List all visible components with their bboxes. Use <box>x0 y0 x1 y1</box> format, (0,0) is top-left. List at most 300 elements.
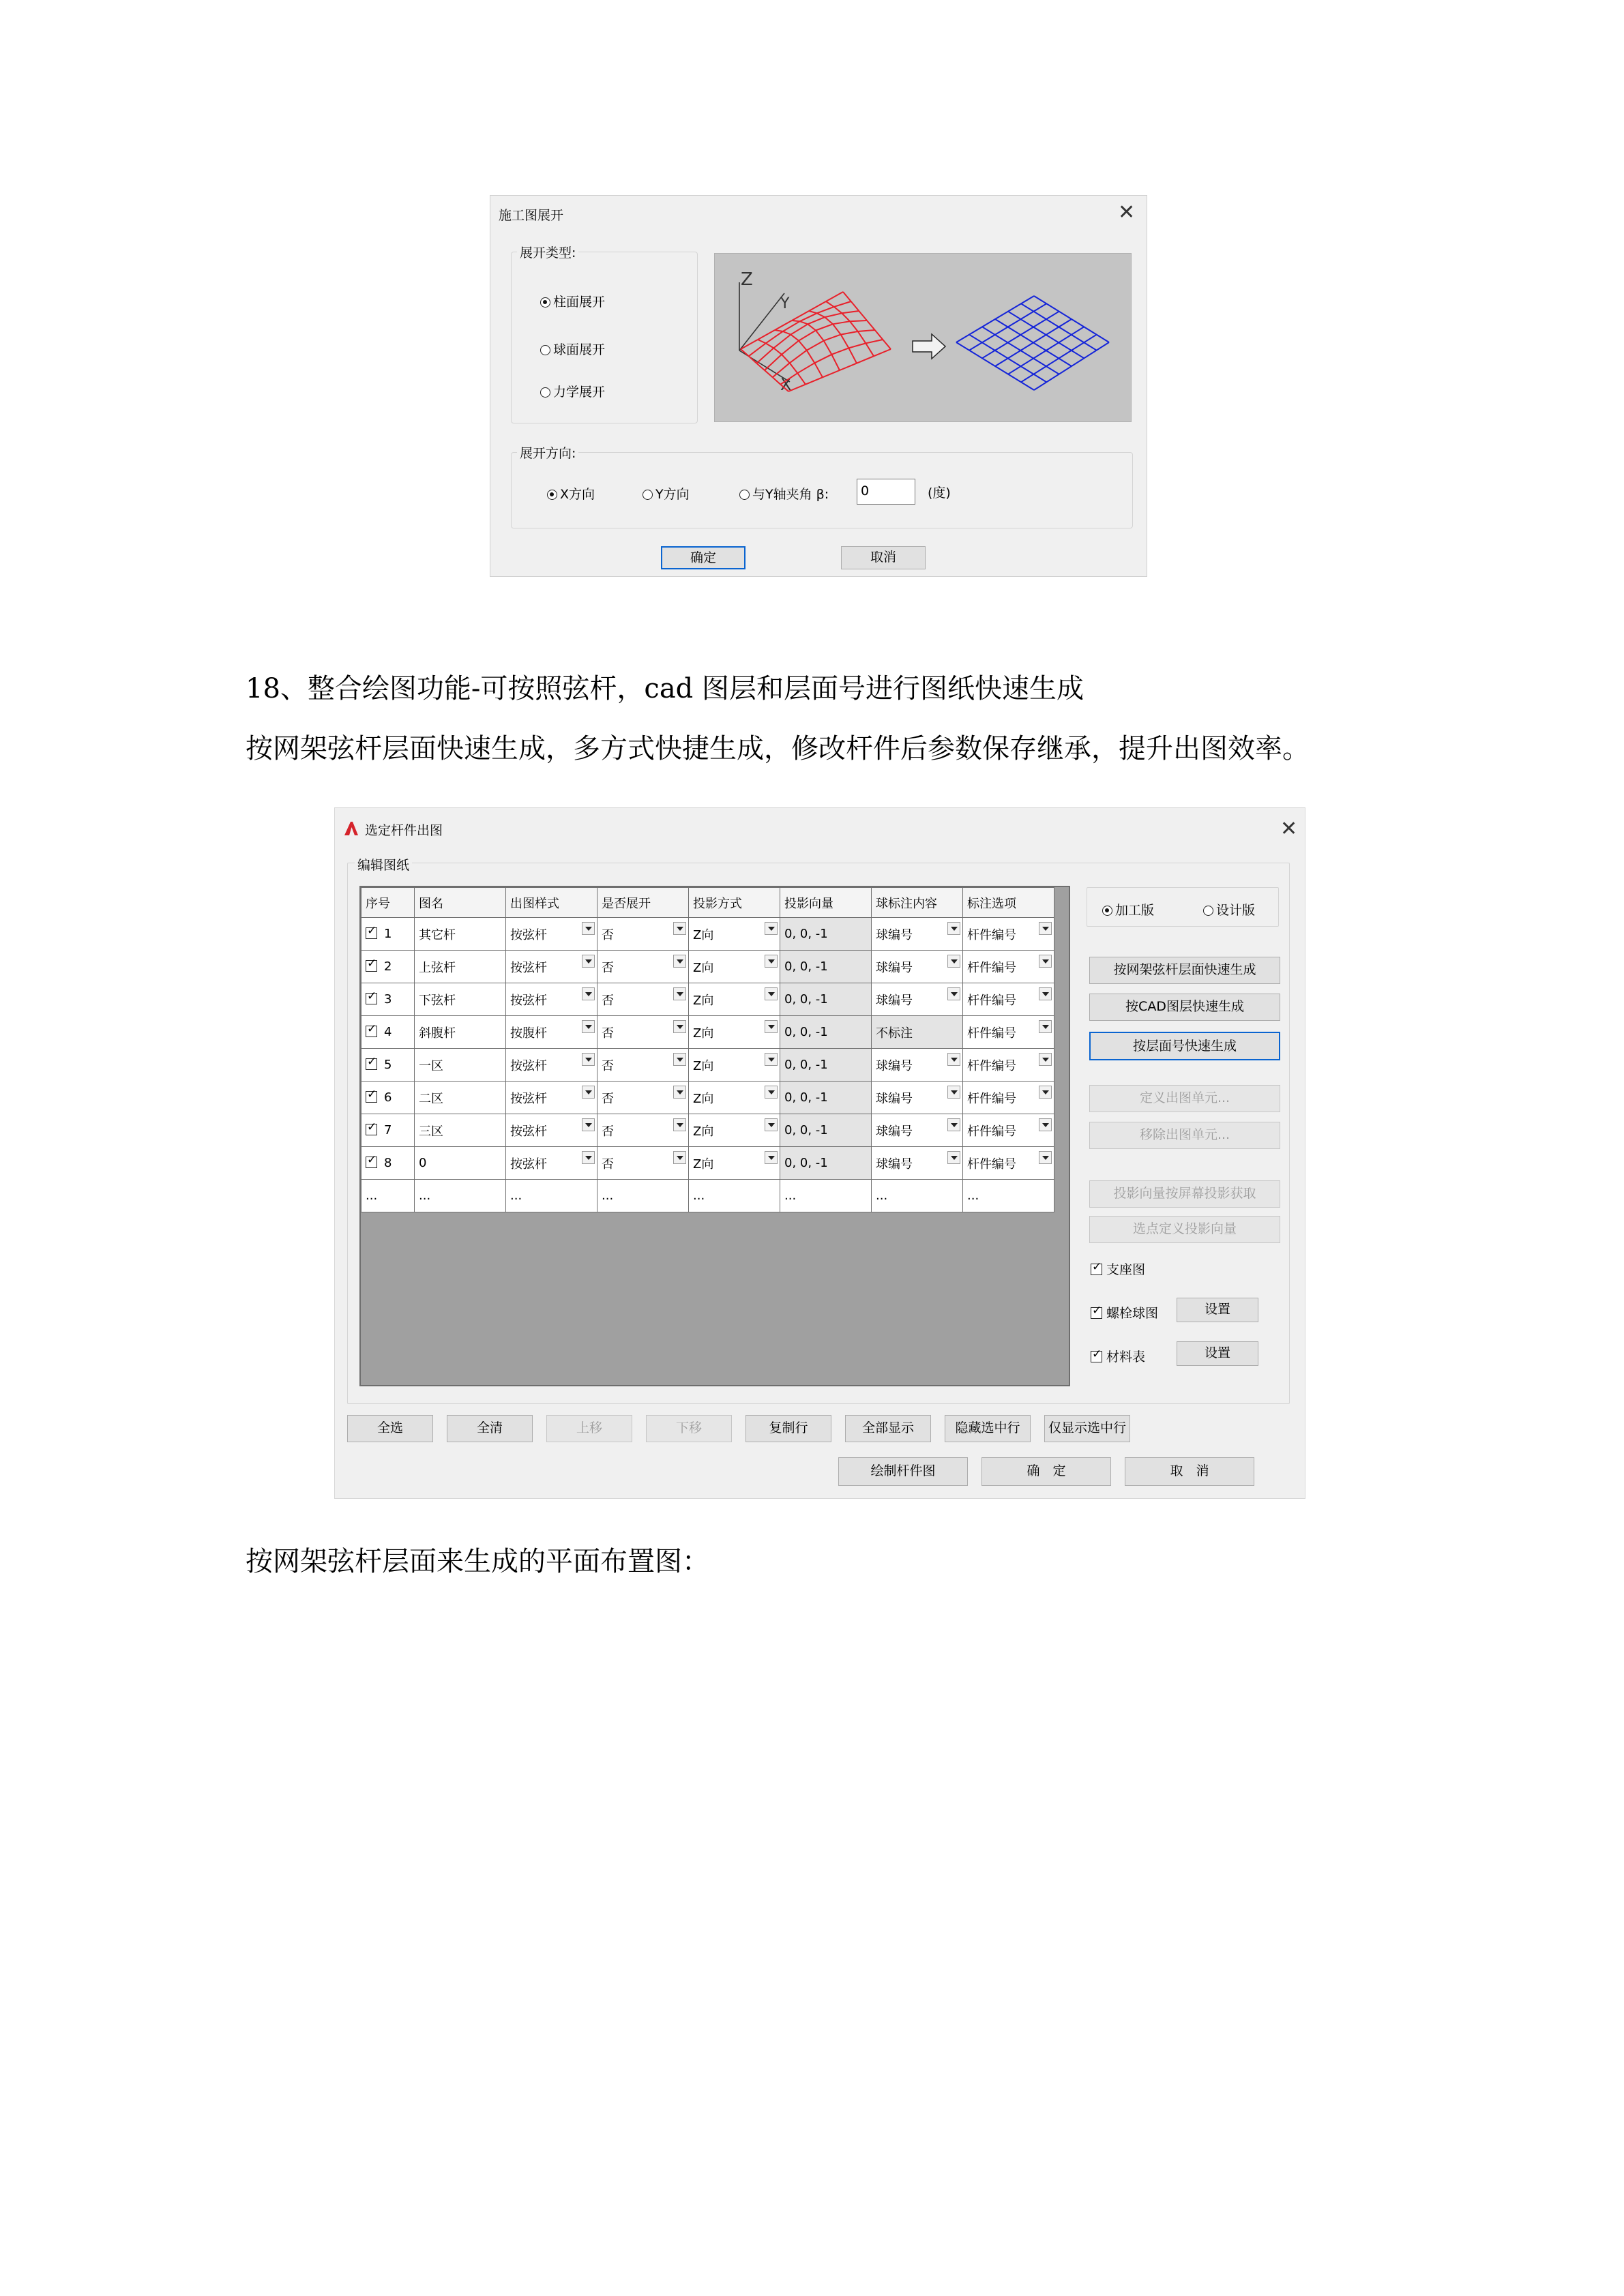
chevron-down-icon[interactable] <box>1039 1151 1052 1164</box>
radio-icon <box>540 345 550 355</box>
mesh-line <box>831 348 848 354</box>
cell-style[interactable] <box>506 1114 597 1147</box>
unfold-dialog <box>490 195 1147 577</box>
mesh-line <box>756 348 773 363</box>
column-header[interactable]: 球标注内容 <box>872 888 963 918</box>
support-checkbox[interactable] <box>1091 1259 1145 1278</box>
cell-text: 杆件编号 <box>967 1157 1016 1172</box>
cell-vec[interactable] <box>780 1016 872 1049</box>
table-row[interactable] <box>361 1147 1054 1180</box>
chevron-down-icon[interactable] <box>765 1151 778 1164</box>
chevron-down-icon[interactable] <box>582 987 595 1000</box>
clear-all-button[interactable]: 全清 <box>447 1415 533 1442</box>
chevron-down-icon[interactable] <box>1039 1086 1052 1099</box>
radio-angle[interactable] <box>739 484 829 503</box>
cell-name[interactable] <box>415 918 506 951</box>
chevron-down-icon[interactable] <box>582 1118 595 1131</box>
group-label: 展开方向: <box>517 443 578 462</box>
mesh-line <box>792 311 809 320</box>
cell-text: Z向 <box>693 1157 714 1172</box>
cell-text: Z向 <box>693 1058 714 1073</box>
chevron-down-icon[interactable] <box>1039 1053 1052 1066</box>
cell-text: 球编号 <box>876 1091 913 1106</box>
radio-design-version[interactable] <box>1203 900 1255 919</box>
mesh-line <box>858 330 875 331</box>
cell-text: 按弦杆 <box>510 1058 547 1073</box>
cell-text: 上弦杆 <box>419 960 456 975</box>
pick-projection-button[interactable]: 选点定义投影向量 <box>1089 1216 1280 1243</box>
empty-cell[interactable]: ... <box>597 1180 689 1212</box>
move-up-button[interactable]: 上移 <box>546 1415 632 1442</box>
cell-vec[interactable] <box>780 918 872 951</box>
cell-expand[interactable] <box>597 1016 689 1049</box>
section-heading: 18、整合绘图功能-可按照弦杆，cad 图层和层面号进行图纸快速生成 <box>246 673 1084 704</box>
empty-cell[interactable]: ... <box>963 1180 1054 1212</box>
chevron-down-icon[interactable] <box>673 987 686 1000</box>
row-number-cell[interactable] <box>361 1114 415 1147</box>
chevron-down-icon[interactable] <box>673 1151 686 1164</box>
cell-name[interactable] <box>415 1082 506 1114</box>
cell-proj[interactable] <box>689 1049 780 1082</box>
cell-ball[interactable] <box>872 1114 963 1147</box>
radio-label: X方向 <box>560 487 595 502</box>
cell-text: 球编号 <box>876 993 913 1008</box>
bolt-ball-checkbox[interactable] <box>1091 1303 1158 1322</box>
radio-process-version[interactable] <box>1102 900 1154 919</box>
radio-cylinder[interactable] <box>540 292 605 310</box>
cell-ball[interactable] <box>872 1147 963 1180</box>
table-row[interactable] <box>361 1016 1054 1049</box>
cell-proj[interactable] <box>689 918 780 951</box>
mesh-line <box>773 348 782 354</box>
dialog-title: 施工图展开 <box>499 208 564 223</box>
chevron-down-icon[interactable] <box>1039 1118 1052 1131</box>
cell-style[interactable] <box>506 1016 597 1049</box>
mesh-line <box>823 370 840 377</box>
cell-text: 0, 0, -1 <box>784 959 828 974</box>
cell-text: 按腹杆 <box>510 1026 547 1041</box>
checkbox-checked-icon[interactable] <box>366 960 377 972</box>
cell-text: 按弦杆 <box>510 927 547 942</box>
material-settings-button[interactable]: 设置 <box>1177 1341 1258 1366</box>
chevron-down-icon[interactable] <box>947 955 960 968</box>
row-number-cell[interactable] <box>361 983 415 1016</box>
mesh-line <box>833 321 850 324</box>
radio-selected-icon <box>547 490 557 500</box>
mesh-line <box>783 331 791 335</box>
mesh-line <box>765 370 773 377</box>
cell-name[interactable] <box>415 983 506 1016</box>
mesh-line <box>841 331 858 335</box>
mesh-line <box>741 340 758 349</box>
cell-text: 0, 0, -1 <box>784 927 828 941</box>
row-number: 6 <box>384 1090 392 1105</box>
cell-opt[interactable] <box>963 1147 1054 1180</box>
mesh-line <box>807 341 824 351</box>
mesh-line <box>758 340 766 343</box>
empty-cell[interactable]: ... <box>506 1180 597 1212</box>
mesh-line <box>765 355 782 370</box>
cell-expand[interactable] <box>597 918 689 951</box>
cell-ball[interactable] <box>872 1016 963 1049</box>
group-label: 编辑图纸 <box>355 855 412 874</box>
checkbox-checked-icon[interactable] <box>366 927 377 939</box>
checkbox-checked-icon <box>1091 1307 1102 1319</box>
chevron-down-icon[interactable] <box>1039 955 1052 968</box>
cell-text: 球编号 <box>876 927 913 942</box>
chevron-down-icon[interactable] <box>582 1053 595 1066</box>
cell-ball[interactable] <box>872 951 963 983</box>
cell-vec[interactable] <box>780 1147 872 1180</box>
cell-text: 按弦杆 <box>510 960 547 975</box>
axis-y-label: Y <box>780 295 790 312</box>
screen-projection-button[interactable]: 投影向量按屏幕投影获取 <box>1089 1180 1280 1208</box>
move-down-button[interactable]: 下移 <box>646 1415 732 1442</box>
mesh-line <box>834 307 842 313</box>
chevron-down-icon[interactable] <box>1039 987 1052 1000</box>
mesh-line <box>842 313 850 321</box>
table-row[interactable] <box>361 918 1054 951</box>
cell-vec[interactable] <box>780 983 872 1016</box>
cell-expand[interactable] <box>597 983 689 1016</box>
cell-vec[interactable] <box>780 1049 872 1082</box>
row-number-cell[interactable] <box>361 951 415 983</box>
chevron-down-icon[interactable] <box>765 922 778 935</box>
cell-text: 0, 0, -1 <box>784 1156 828 1170</box>
mesh-line <box>791 335 799 341</box>
cell-text: 否 <box>602 1026 614 1041</box>
empty-cell[interactable]: ... <box>361 1180 415 1212</box>
mesh-line <box>824 341 832 355</box>
mesh-line <box>782 355 790 363</box>
checkbox-checked-icon[interactable] <box>366 1058 377 1070</box>
column-header[interactable]: 序号 <box>361 888 415 918</box>
chevron-down-icon[interactable] <box>582 1086 595 1099</box>
row-number-cell[interactable] <box>361 1082 415 1114</box>
row-number: 1 <box>384 927 392 941</box>
cell-ball[interactable] <box>872 1082 963 1114</box>
table-row[interactable] <box>361 1049 1054 1082</box>
drawing-table <box>361 887 1054 1212</box>
caption-text: 按网架弦杆层面来生成的平面布置图： <box>246 1546 709 1577</box>
cell-text: 否 <box>602 960 614 975</box>
cell-expand[interactable] <box>597 1049 689 1082</box>
mesh-line <box>790 351 807 363</box>
mesh-line <box>749 356 757 363</box>
mesh-line <box>850 320 867 321</box>
hide-selected-button[interactable]: 隐藏选中行 <box>945 1415 1031 1442</box>
row-number: 7 <box>384 1123 392 1137</box>
dialog-title: 选定杆件出图 <box>365 823 443 838</box>
cell-expand[interactable] <box>597 1147 689 1180</box>
cell-style[interactable] <box>506 1147 597 1180</box>
show-selected-only-button[interactable]: 仅显示选中行 <box>1044 1415 1130 1442</box>
chevron-down-icon[interactable] <box>673 1020 686 1033</box>
cell-text: 杆件编号 <box>967 1026 1016 1041</box>
group-label: 展开类型: <box>517 243 578 261</box>
cell-vec[interactable] <box>780 1082 872 1114</box>
cell-expand[interactable] <box>597 1082 689 1114</box>
mesh-line <box>799 341 807 351</box>
mesh-line <box>850 321 858 331</box>
select-members-dialog <box>334 807 1305 1499</box>
mesh-line <box>809 311 817 313</box>
radio-x-direction[interactable] <box>547 484 595 503</box>
chevron-down-icon[interactable] <box>673 922 686 935</box>
mesh-line <box>840 363 857 370</box>
column-header[interactable]: 标注选项 <box>963 888 1054 918</box>
mesh-line <box>858 331 866 343</box>
radio-mechanics[interactable] <box>540 382 605 400</box>
chevron-down-icon[interactable] <box>1039 922 1052 935</box>
mesh-line <box>773 377 781 384</box>
unfold-preview-image <box>714 253 1132 422</box>
checkbox-checked-icon[interactable] <box>366 1091 377 1103</box>
close-icon[interactable]: ✕ <box>1280 817 1298 841</box>
cancel-button[interactable]: 取消 <box>841 546 926 569</box>
cell-text: 否 <box>602 1091 614 1106</box>
mesh-line <box>825 313 842 317</box>
table-row[interactable] <box>361 1082 1054 1114</box>
mesh-line <box>792 320 800 321</box>
row-number: 3 <box>384 992 392 1007</box>
copy-row-button[interactable]: 复制行 <box>745 1415 831 1442</box>
radio-icon <box>739 490 750 500</box>
define-unit-button[interactable]: 定义出图单元... <box>1089 1085 1280 1112</box>
cell-text: 其它杆 <box>419 927 456 942</box>
column-header[interactable]: 出图样式 <box>506 888 597 918</box>
mesh-line <box>834 301 851 307</box>
cell-text: 杆件编号 <box>967 960 1016 975</box>
radio-y-direction[interactable] <box>643 484 690 503</box>
chevron-down-icon[interactable] <box>582 922 595 935</box>
checkbox-checked-icon[interactable] <box>366 1157 377 1168</box>
mesh-line <box>848 348 857 363</box>
radio-sphere[interactable] <box>540 340 605 358</box>
cell-style[interactable] <box>506 1049 597 1082</box>
cell-name[interactable] <box>415 1147 506 1180</box>
empty-cell[interactable]: ... <box>872 1180 963 1212</box>
column-header[interactable]: 是否展开 <box>597 888 689 918</box>
angle-input[interactable]: 0 <box>857 479 915 505</box>
mesh-line <box>841 335 849 348</box>
chevron-down-icon[interactable] <box>947 922 960 935</box>
cell-opt[interactable] <box>963 951 1054 983</box>
chevron-down-icon[interactable] <box>673 955 686 968</box>
row-number-cell[interactable] <box>361 918 415 951</box>
checkbox-checked-icon <box>1091 1264 1102 1275</box>
ok-button[interactable]: 确 定 <box>981 1457 1111 1486</box>
cell-ball[interactable] <box>872 918 963 951</box>
empty-cell[interactable]: ... <box>415 1180 506 1212</box>
chevron-down-icon[interactable] <box>673 1118 686 1131</box>
cell-text: 杆件编号 <box>967 1124 1016 1139</box>
cell-proj[interactable] <box>689 951 780 983</box>
chevron-down-icon[interactable] <box>765 1086 778 1099</box>
table-row-new[interactable] <box>361 1180 1054 1212</box>
radio-label: 加工版 <box>1115 903 1155 918</box>
mesh-line <box>797 373 806 385</box>
cell-text: 否 <box>602 927 614 942</box>
chevron-down-icon[interactable] <box>947 987 960 1000</box>
cell-text: 球编号 <box>876 960 913 975</box>
ok-button[interactable]: 确定 <box>661 546 745 569</box>
cell-text: 0, 0, -1 <box>784 1058 828 1072</box>
close-icon[interactable]: ✕ <box>1118 200 1136 224</box>
cell-text: 杆件编号 <box>967 1058 1016 1073</box>
chevron-down-icon[interactable] <box>947 1086 960 1099</box>
cell-vec[interactable] <box>780 951 872 983</box>
cell-opt[interactable] <box>963 1049 1054 1082</box>
cell-text: 0 <box>419 1156 427 1170</box>
unfold-direction-group <box>511 446 1133 528</box>
angle-unit-label: (度) <box>928 486 951 501</box>
cell-text: 0, 0, -1 <box>784 1090 828 1105</box>
mesh-line <box>799 331 816 341</box>
cell-text: 球编号 <box>876 1058 913 1073</box>
cell-opt[interactable] <box>963 918 1054 951</box>
chevron-down-icon[interactable] <box>947 1118 960 1131</box>
gen-by-layer-number-button[interactable]: 按层面号快速生成 <box>1089 1032 1280 1060</box>
material-table-checkbox[interactable] <box>1091 1347 1145 1365</box>
axis-x-label: X <box>780 375 792 394</box>
mesh-line <box>826 292 843 301</box>
cell-text: 0, 0, -1 <box>784 992 828 1007</box>
table-row[interactable] <box>361 983 1054 1016</box>
chevron-down-icon[interactable] <box>673 1053 686 1066</box>
chevron-down-icon[interactable] <box>673 1086 686 1099</box>
chevron-down-icon[interactable] <box>765 987 778 1000</box>
mesh-line <box>809 301 826 311</box>
row-number-cell[interactable] <box>361 1147 415 1180</box>
cell-opt[interactable] <box>963 1016 1054 1049</box>
mesh-line <box>775 320 792 330</box>
cell-proj[interactable] <box>689 1114 780 1147</box>
checkbox-checked-icon[interactable] <box>366 993 377 1004</box>
mesh-line <box>797 363 814 373</box>
table-row[interactable] <box>361 1114 1054 1147</box>
row-number-cell[interactable] <box>361 1049 415 1082</box>
cell-text: 否 <box>602 993 614 1008</box>
chevron-down-icon[interactable] <box>765 1118 778 1131</box>
cell-style[interactable] <box>506 918 597 951</box>
drawing-grid <box>359 886 1070 1386</box>
cell-text: Z向 <box>693 1026 714 1041</box>
radio-label: Y方向 <box>655 487 690 502</box>
cell-text: 否 <box>602 1058 614 1073</box>
checkbox-checked-icon[interactable] <box>366 1026 377 1037</box>
cell-text: 否 <box>602 1124 614 1139</box>
cell-name[interactable] <box>415 1114 506 1147</box>
mesh-line <box>875 330 883 340</box>
cell-proj[interactable] <box>689 1016 780 1049</box>
mesh-line <box>814 355 831 363</box>
radio-icon <box>1203 906 1213 916</box>
column-header[interactable]: 图名 <box>415 888 506 918</box>
mesh-line <box>800 321 808 324</box>
show-all-button[interactable]: 全部显示 <box>845 1415 931 1442</box>
cell-text: 否 <box>602 1157 614 1172</box>
cell-text: 二区 <box>419 1091 443 1106</box>
mesh-line <box>825 317 833 324</box>
cell-text: 下弦杆 <box>419 993 456 1008</box>
cell-name[interactable] <box>415 1049 506 1082</box>
bolt-ball-settings-button[interactable]: 设置 <box>1177 1298 1258 1322</box>
chevron-down-icon[interactable] <box>582 1020 595 1033</box>
chevron-down-icon[interactable] <box>765 955 778 968</box>
chevron-down-icon[interactable] <box>765 1020 778 1033</box>
cell-proj[interactable] <box>689 1082 780 1114</box>
checkbox-checked-icon[interactable] <box>366 1124 377 1135</box>
row-number: 4 <box>384 1025 392 1039</box>
mesh-line <box>824 335 841 341</box>
mesh-line <box>859 311 867 320</box>
mesh-line <box>816 324 833 330</box>
chevron-down-icon[interactable] <box>765 1053 778 1066</box>
cell-text: 杆件编号 <box>967 927 1016 942</box>
mesh-line <box>807 351 815 363</box>
cell-name[interactable] <box>415 951 506 983</box>
cell-vec[interactable] <box>780 1114 872 1147</box>
row-number-cell[interactable] <box>361 1016 415 1049</box>
remove-unit-button[interactable]: 移除出图单元... <box>1089 1122 1280 1149</box>
empty-cell[interactable]: ... <box>689 1180 780 1212</box>
cell-text: Z向 <box>693 1091 714 1106</box>
cell-expand[interactable] <box>597 1114 689 1147</box>
cell-style[interactable] <box>506 951 597 983</box>
chevron-down-icon[interactable] <box>947 1053 960 1066</box>
cell-style[interactable] <box>506 983 597 1016</box>
chevron-down-icon[interactable] <box>947 1151 960 1164</box>
cell-text: 0, 0, -1 <box>784 1123 828 1137</box>
cancel-button[interactable]: 取 消 <box>1125 1457 1254 1486</box>
cell-proj[interactable] <box>689 983 780 1016</box>
cell-proj[interactable] <box>689 1147 780 1180</box>
mesh-line <box>851 301 859 311</box>
mesh-line <box>808 317 825 324</box>
cell-text: 杆件编号 <box>967 993 1016 1008</box>
cell-text: 一区 <box>419 1058 443 1073</box>
cell-text: 0, 0, -1 <box>784 1025 828 1039</box>
cell-ball[interactable] <box>872 983 963 1016</box>
checkbox-label: 螺栓球图 <box>1106 1306 1159 1321</box>
cell-name[interactable] <box>415 1016 506 1049</box>
cell-style[interactable] <box>506 1082 597 1114</box>
cell-ball[interactable] <box>872 1049 963 1082</box>
gen-by-cad-layer-button[interactable]: 按CAD图层快速生成 <box>1089 994 1280 1021</box>
chevron-down-icon[interactable] <box>582 955 595 968</box>
table-row[interactable] <box>361 951 1054 983</box>
select-all-button[interactable]: 全选 <box>347 1415 433 1442</box>
cell-opt[interactable] <box>963 983 1054 1016</box>
column-header[interactable]: 投影向量 <box>780 888 872 918</box>
empty-cell[interactable]: ... <box>780 1180 872 1212</box>
mesh-line <box>816 331 824 341</box>
column-header[interactable]: 投影方式 <box>689 888 780 918</box>
cell-opt[interactable] <box>963 1082 1054 1114</box>
row-number: 8 <box>384 1156 392 1170</box>
mesh-line <box>842 311 859 313</box>
radio-selected-icon <box>1102 906 1112 916</box>
chevron-down-icon[interactable] <box>1039 1020 1052 1033</box>
chevron-down-icon[interactable] <box>582 1151 595 1164</box>
mesh-line <box>782 341 799 355</box>
draw-members-button[interactable]: 绘制杆件图 <box>838 1457 968 1486</box>
cell-opt[interactable] <box>963 1114 1054 1147</box>
cell-expand[interactable] <box>597 951 689 983</box>
mesh-line <box>766 343 774 348</box>
gen-by-chord-layer-button[interactable]: 按网架弦杆层面快速生成 <box>1089 957 1280 984</box>
